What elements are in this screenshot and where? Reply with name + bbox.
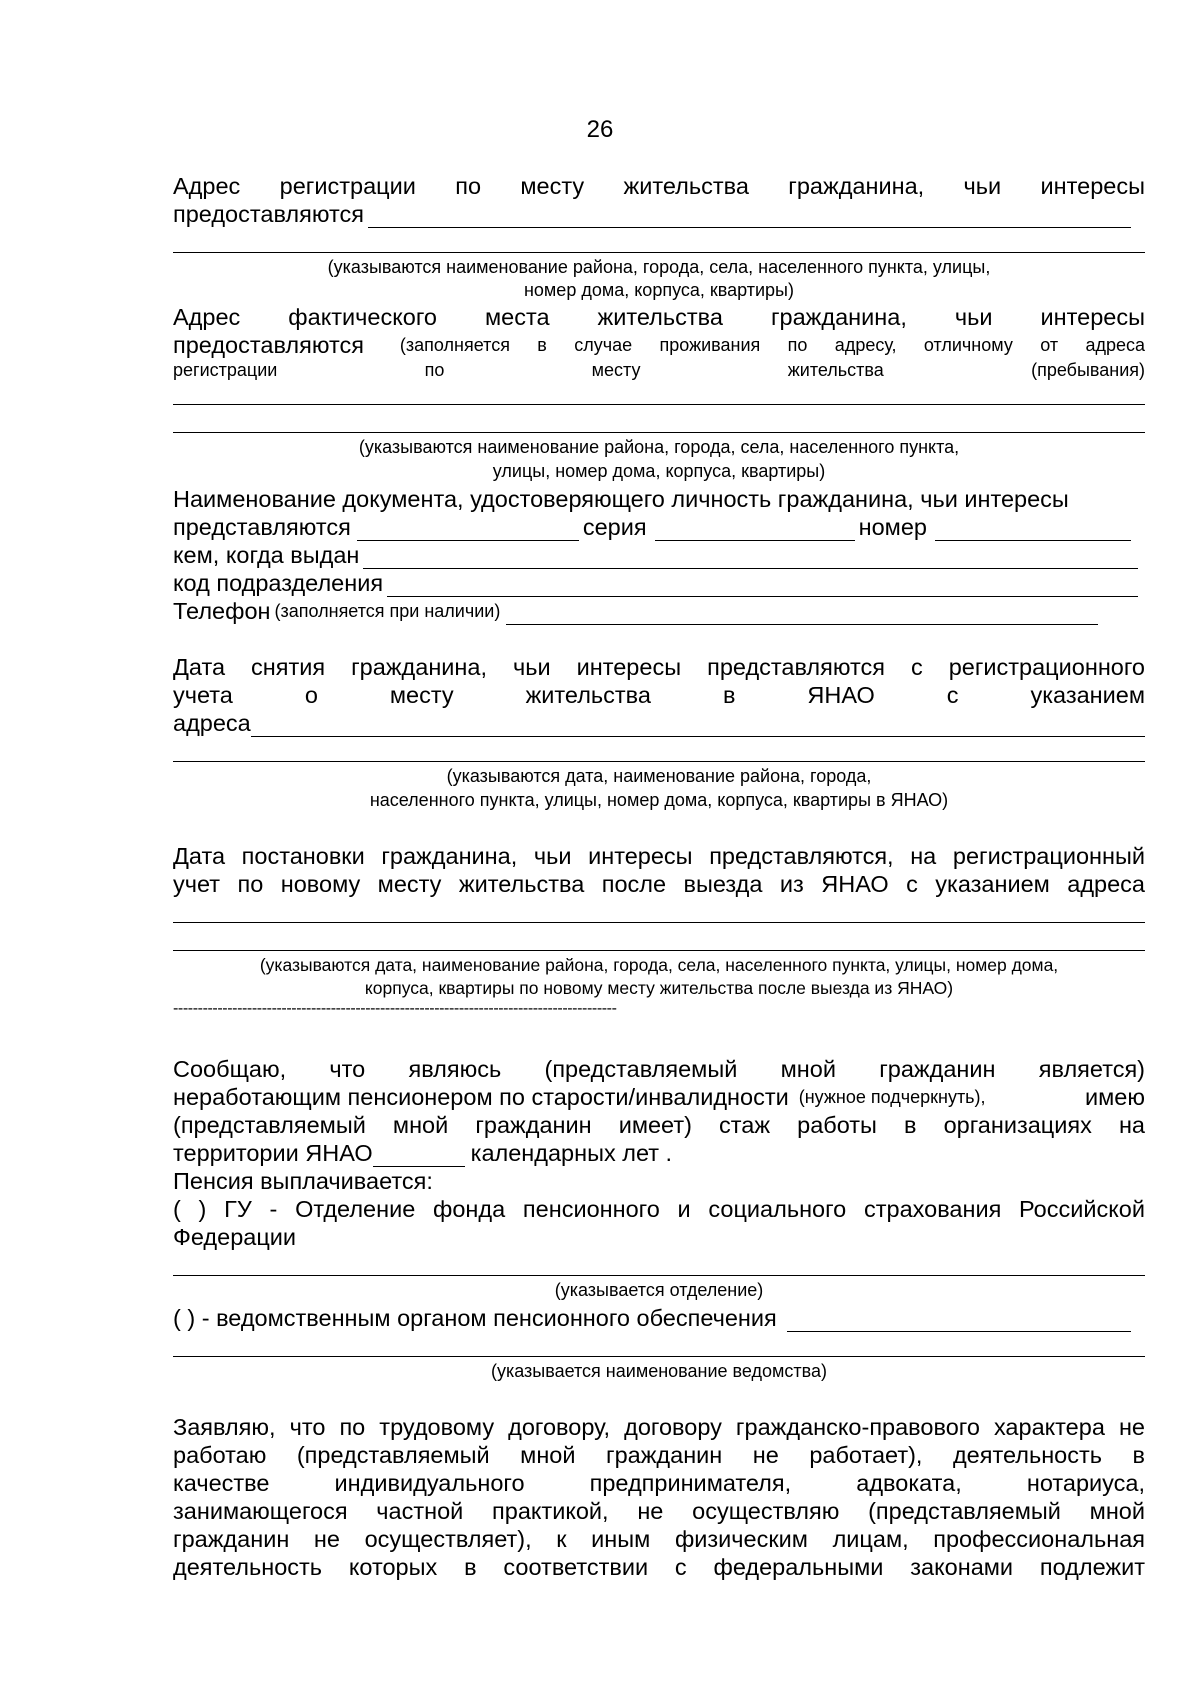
- deregistration-caption-2: населенного пункта, улицы, номер дома, корпуса, квартиры в ЯНАО): [369, 790, 949, 810]
- number-label: номер: [858, 514, 927, 540]
- actual-address-caption-2: улицы, номер дома, корпуса, квартиры): [492, 461, 826, 481]
- departmental-body-field-2[interactable]: [173, 1356, 1145, 1357]
- id-number-field[interactable]: [935, 520, 1131, 541]
- pensioner-statement-1: Сообщаю, что являюсь (представляемый мной гражданин является): [173, 1056, 1145, 1082]
- actual-address-label: Адрес фактического места жительства гражданина, чьи интересы: [173, 304, 1145, 330]
- experience-line: [173, 1139, 1145, 1167]
- departmental-body-caption: (указывается наименование ведомства): [490, 1361, 828, 1381]
- registration-address-caption-2: номер дома, корпуса, квартиры): [523, 280, 794, 300]
- fund-branch-field[interactable]: [173, 1275, 1145, 1276]
- phone-line: [173, 597, 1098, 625]
- calendar-years-label: календарных лет .: [470, 1140, 673, 1166]
- id-series-field[interactable]: [655, 520, 855, 541]
- address-label: адреса: [173, 710, 251, 736]
- issued-by-label: кем, когда выдан: [173, 542, 360, 568]
- deregistration-label-2: учета о месту жительства в ЯНАО с указанием: [173, 682, 1145, 708]
- deregistration-caption-1: (указываются дата, наименование района, города,: [446, 766, 872, 786]
- dashed-separator: ------------------------------------------------------------------------------------------: [173, 1000, 617, 1017]
- department-code-label: код подразделения: [173, 570, 384, 596]
- actual-address-line-2: [173, 331, 1145, 359]
- territory-label: территории ЯНАО: [173, 1140, 373, 1166]
- pension-fund-option[interactable]: ( ) ГУ - Отделение фонда пенсионного и социального страхования Российской: [173, 1196, 1145, 1222]
- declaration-line-5: гражданин не осуществляет), к иным физическим лицам, профессиональная: [173, 1526, 1145, 1552]
- id-document-line: [173, 513, 1131, 541]
- registration-address-label: Адрес регистрации по месту жительства гражданина, чьи интересы: [173, 173, 1145, 199]
- phone-note: (заполняется при наличии): [274, 601, 501, 621]
- phone-label: Телефон: [173, 598, 271, 624]
- registration-address-field[interactable]: [368, 207, 1131, 228]
- pension-fund-option-2: Федерации: [173, 1224, 297, 1250]
- provided-label: предоставляются: [173, 201, 364, 227]
- new-registration-caption-1: (указываются дата, наименование района, города, села, населенного пункта, улицы, номер дома,: [259, 955, 1059, 975]
- declaration-line-4: занимающегося частной практикой, не осуществляю (представляемый мной: [173, 1498, 1145, 1524]
- id-document-type-field[interactable]: [357, 520, 579, 541]
- pensioner-type-text: неработающим пенсионером по старости/инвалидности: [173, 1084, 789, 1110]
- pension-paid-label: Пенсия выплачивается:: [173, 1168, 433, 1194]
- declaration-line-2: работаю (представляемый мной гражданин не работает), деятельность в: [173, 1442, 1145, 1468]
- departmental-option[interactable]: ( ) - ведомственным органом пенсионного обеспечения: [173, 1305, 777, 1331]
- pensioner-statement-2: [173, 1083, 1145, 1111]
- underline-note: (нужное подчеркнуть),: [798, 1087, 986, 1107]
- issued-by-field[interactable]: [363, 548, 1138, 569]
- registration-address-field-2[interactable]: [173, 252, 1145, 253]
- declaration-line-1: Заявляю, что по трудовому договору, договору гражданско-правового характера не: [173, 1414, 1145, 1440]
- new-registration-label-2: учет по новому месту жительства после выезда из ЯНАО с указанием адреса: [173, 871, 1145, 897]
- deregistration-address-field-2[interactable]: [173, 761, 1145, 762]
- id-document-label: Наименование документа, удостоверяющего личность гражданина, чьи интересы: [173, 486, 1069, 512]
- issued-by-line: [173, 541, 1138, 569]
- actual-address-caption-1: (указываются наименование района, города, села, населенного пункта,: [358, 437, 960, 457]
- department-code-field[interactable]: [387, 576, 1138, 597]
- experience-years-field[interactable]: [373, 1146, 465, 1167]
- series-label: серия: [582, 514, 647, 540]
- actual-address-note-2: регистрации по месту жительства (пребывания): [173, 360, 1145, 380]
- registration-address-caption-1: (указываются наименование района, города, села, населенного пункта, улицы,: [327, 257, 991, 277]
- declaration-line-6: деятельность которых в соответствии с федеральными законами подлежит: [173, 1554, 1145, 1580]
- have-text: имею: [1085, 1084, 1145, 1110]
- new-registration-caption-2: корпуса, квартиры по новому месту жительства после выезда из ЯНАО): [364, 978, 954, 998]
- pensioner-statement-3: (представляемый мной гражданин имеет) стаж работы в организациях на: [173, 1112, 1145, 1138]
- provided-label-2: предоставляются: [173, 332, 364, 358]
- phone-field[interactable]: [506, 604, 1098, 625]
- deregistration-label-1: Дата снятия гражданина, чьи интересы представляются с регистрационного: [173, 654, 1145, 680]
- registration-address-line: [173, 200, 1131, 228]
- new-registration-field-1[interactable]: [173, 922, 1145, 923]
- departmental-option-line: [173, 1304, 1131, 1332]
- actual-address-field-1[interactable]: [173, 404, 1145, 405]
- actual-address-note: (заполняется в случае проживания по адресу, отличному от адреса: [399, 335, 1145, 355]
- new-registration-label-1: Дата постановки гражданина, чьи интересы представляются, на регистрационный: [173, 843, 1145, 869]
- deregistration-address-line: [173, 709, 1145, 737]
- departmental-body-field[interactable]: [787, 1311, 1131, 1332]
- actual-address-field-2[interactable]: [173, 432, 1145, 433]
- new-registration-field-2[interactable]: [173, 950, 1145, 951]
- represented-label: представляются: [173, 514, 351, 540]
- deregistration-address-field[interactable]: [251, 716, 1145, 737]
- fund-branch-caption: (указывается отделение): [554, 1280, 764, 1300]
- declaration-line-3: качестве индивидуального предпринимателя, адвоката, нотариуса,: [173, 1470, 1145, 1496]
- department-code-line: [173, 569, 1138, 597]
- page-number: 26: [586, 116, 614, 143]
